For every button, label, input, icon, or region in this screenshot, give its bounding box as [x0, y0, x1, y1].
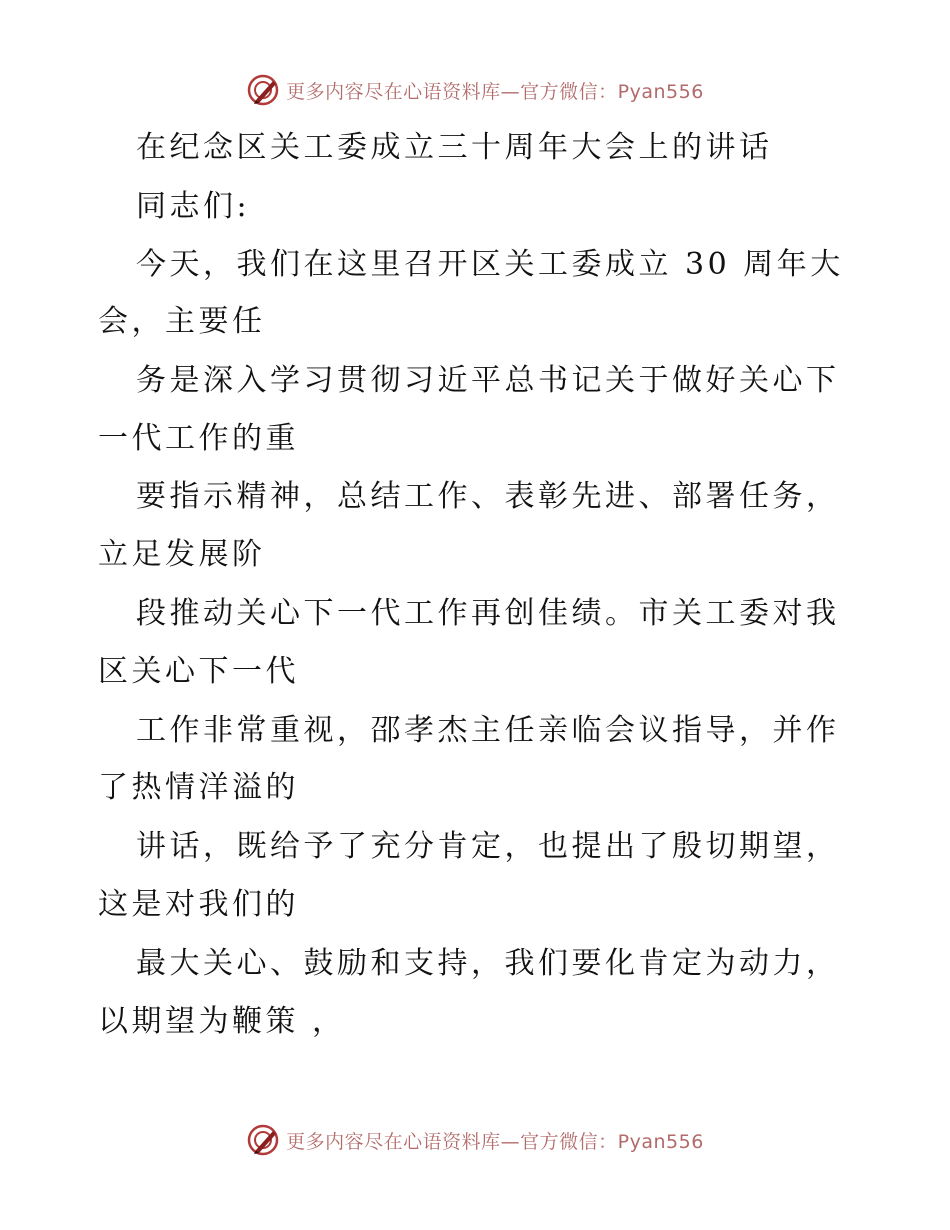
paragraph-line: 一代工作的重 [98, 421, 299, 456]
footer-watermark [0, 1120, 950, 1160]
paragraph-line: 段推动关心下一代工作再创佳绩。市关工委对我 [136, 596, 840, 631]
paragraph-line: 立足发展阶 [98, 537, 266, 572]
salutation: 同志们: [136, 189, 251, 224]
paragraph-line: 会，主要任 [98, 304, 266, 339]
paragraph-line: 务是深入学习贯彻习近平总书记关于做好关心下 [136, 363, 840, 398]
pen-logo-icon [246, 73, 280, 107]
paragraph-line: 最大关心、鼓励和支持，我们要化肯定为动力， [136, 946, 840, 981]
pen-logo-icon [246, 1123, 280, 1157]
paragraph-line: 讲话，既给予了充分肯定，也提出了殷切期望， [136, 829, 840, 864]
paragraph-line: 工作非常重视，邵孝杰主任亲临会议指导，并作 [136, 713, 840, 748]
paragraph-line: 今天，我们在这里召开区关工委成立 30 周年大 [136, 247, 844, 282]
paragraph-line: 区关心下一代 [98, 654, 299, 689]
header-watermark [0, 70, 950, 110]
paragraph-line: 要指示精神，总结工作、表彰先进、部署任务， [136, 479, 840, 514]
paragraph-line: 以期望为鞭策 ， [98, 1004, 346, 1039]
paragraph-line: 了热情洋溢的 [98, 770, 299, 805]
paragraph-line: 这是对我们的 [98, 887, 299, 922]
document-title: 在纪念区关工委成立三十周年大会上的讲话 [136, 130, 773, 165]
watermark-text: 更多内容尽在心语资料库—官方微信：Pyan556 [286, 1130, 704, 1153]
watermark-text: 更多内容尽在心语资料库—官方微信：Pyan556 [286, 80, 704, 103]
